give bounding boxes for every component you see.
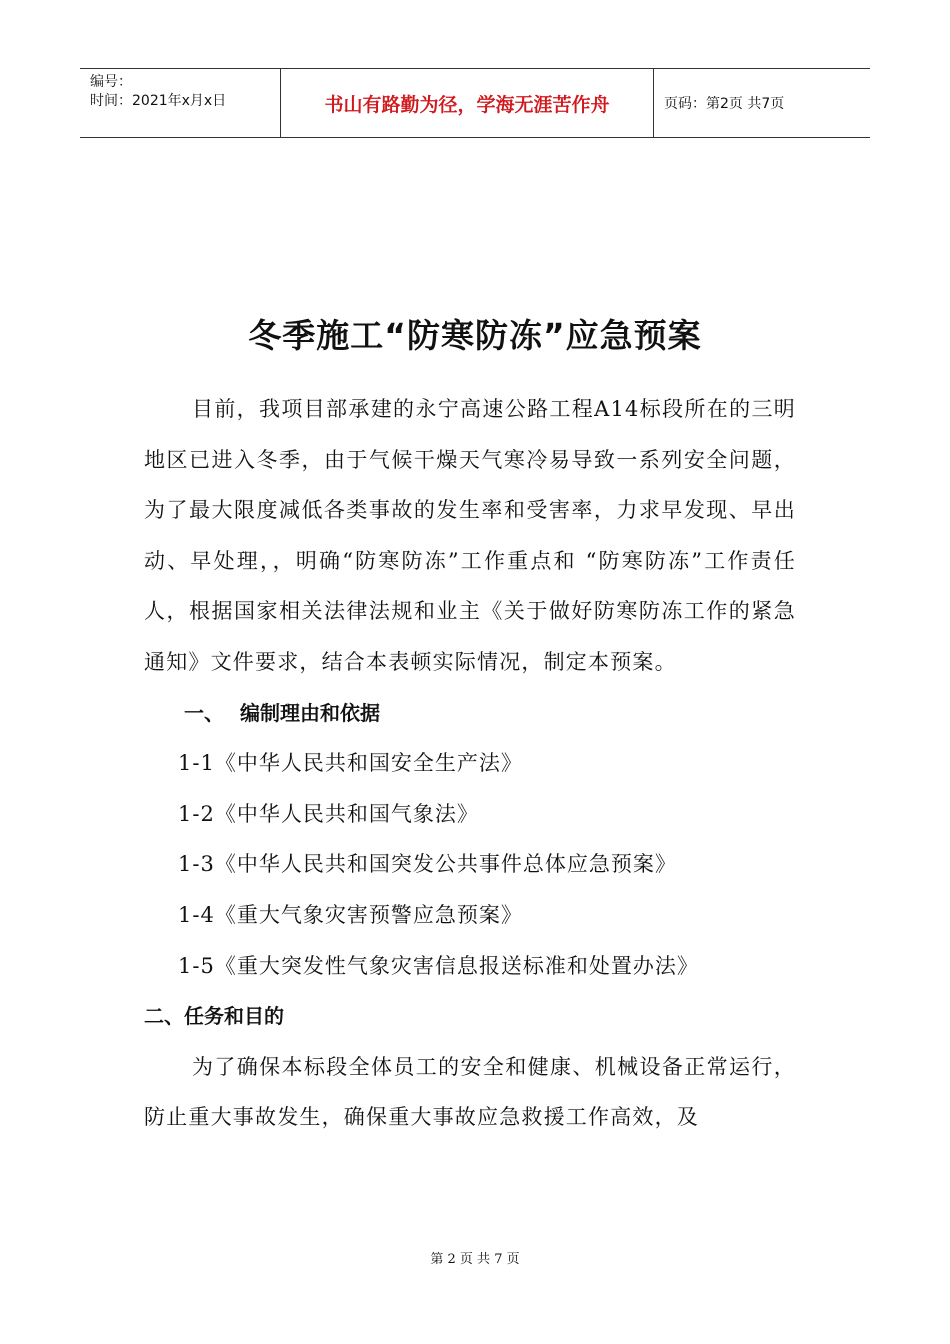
basis-item: 1-4《重大气象灾害预警应急预案》 [178,902,523,927]
purpose-paragraph: 为了确保本标段全体员工的安全和健康、机械设备正常运行，防止重大事故发生，确保重大事故应急救援工作高效，及 [144,1054,796,1130]
section-heading-2: 二、任务和目的 [144,1004,284,1029]
document-body [144,384,796,1143]
header-meta-cell [80,69,281,137]
intro-paragraph: 目前，我项目部承建的永宁高速公路工程A14标段所在的三明地区已进入冬季，由于气候干燥天气寒冷易导致一系列安全问题，为了最大限度减低各类事故的发生率和受害率，力求早发现、早出动、早处理，，明确“防寒防冻”工作重点和 “防寒防冻”工作责任人，根据国家相关法律法规和业主《关于做好防寒防冻工作的紧急通知》文件要求，结合本表顿实际情况，制定本预案。 [144,397,796,674]
section-1-title: 编制理由和依据 [240,700,380,725]
section-1-number: 一、 [184,700,224,725]
header-page-cell [654,69,870,137]
page-footer: 第 2 页 共 7 页 [430,1252,520,1267]
header-page-info: 页码：第2页 共7页 [664,96,785,112]
document-date: 时间：2021年x月x日 [90,93,227,109]
document-number-label: 编号： [90,74,132,90]
document-title: 冬季施工“防寒防冻”应急预案 [248,316,702,355]
header-motto: 书山有路勤为径，学海无涯苦作舟 [324,93,610,116]
basis-item: 1-2《中华人民共和国气象法》 [178,801,479,826]
basis-item: 1-1《中华人民共和国安全生产法》 [178,751,523,776]
header-table [80,68,870,138]
basis-item: 1-3《中华人民共和国突发公共事件总体应急预案》 [178,852,677,877]
section-heading-1 [144,688,796,739]
header-motto-cell [281,69,654,137]
basis-item: 1-5《重大突发性气象灾害信息报送标准和处置办法》 [178,953,699,978]
